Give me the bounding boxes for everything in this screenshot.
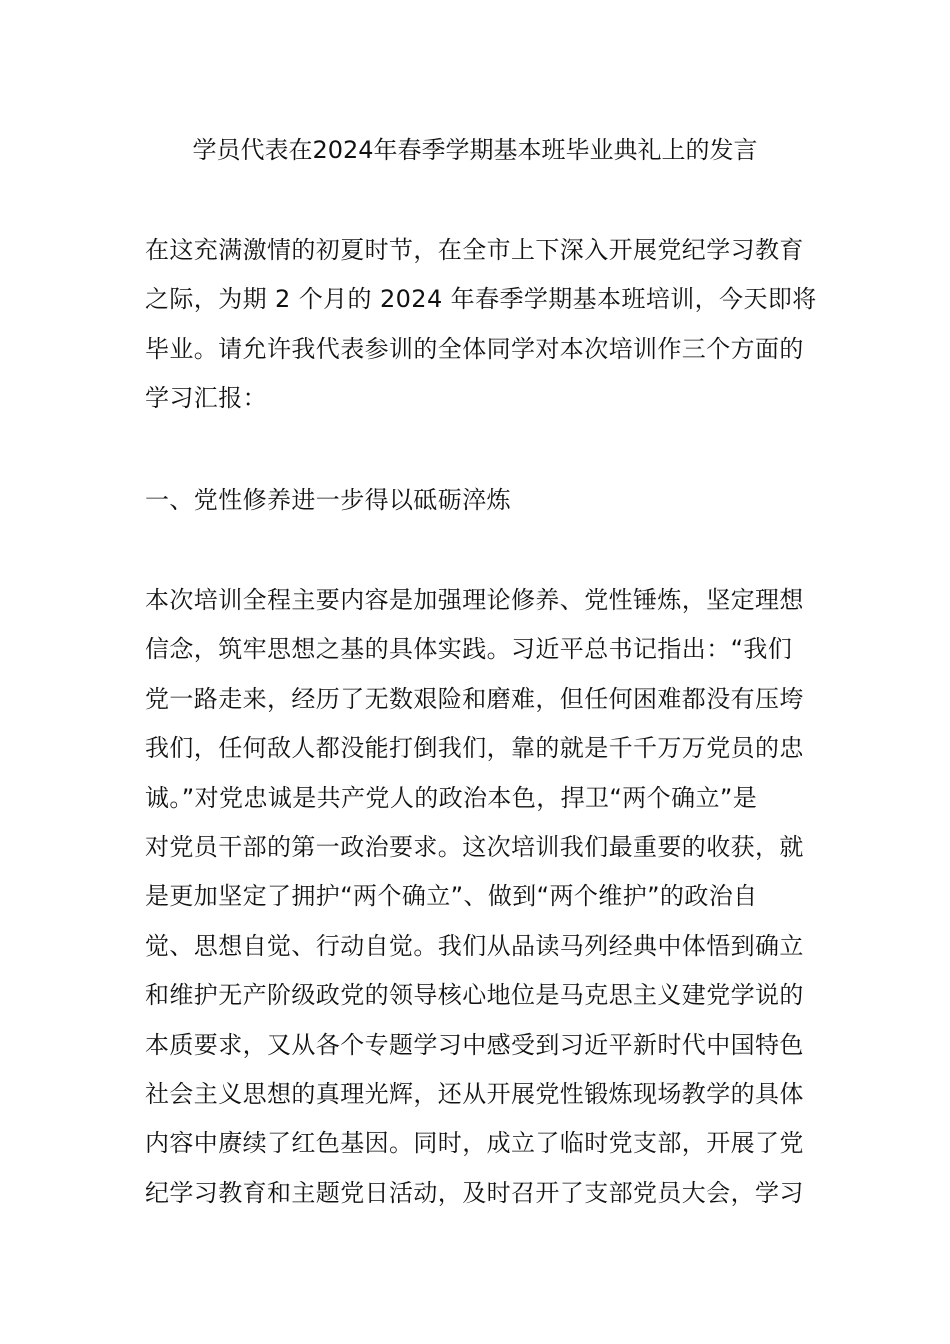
paragraph-line: 毕业。请允许我代表参训的全体同学对本次培训作三个方面的 <box>145 334 804 363</box>
paragraph-line: 在这充满激情的初夏时节，在全市上下深入开展党纪学习教育 <box>145 236 804 264</box>
paragraph-line: 是更加坚定了拥护“两个确立”、做到“两个维护”的政治自 <box>145 882 758 911</box>
paragraph-line: 内容中赓续了红色基因。同时，成立了临时党支部，开展了党 <box>145 1129 804 1158</box>
paragraph-line: 纪学习教育和主题党日活动，及时召开了支部党员大会，学习 <box>145 1178 804 1207</box>
paragraph-line: 本次培训全程主要内容是加强理论修养、党性锤炼，坚定理想 <box>145 586 804 614</box>
paragraph-line: 本质要求，又从各个专题学习中感受到习近平新时代中国特色 <box>145 1030 804 1059</box>
paragraph-section-1 <box>145 576 810 1218</box>
paragraph-line: 学习汇报： <box>145 384 267 413</box>
paragraph-line: 觉、思想自觉、行动自觉。我们从品读马列经典中体悟到确立 <box>145 931 804 960</box>
paragraph-line: 党一路走来，经历了无数艰险和磨难，但任何困难都没有压垮 <box>145 684 804 713</box>
paragraph-line: 社会主义思想的真理光辉，还从开展党性锻炼现场教学的具体 <box>145 1079 804 1108</box>
paragraph-line: 信念，筑牢思想之基的具体实践。习近平总书记指出：“我们 <box>145 635 793 664</box>
paragraph-line: 之际，为期 2 个月的 2024 年春季学期基本班培训，今天即将 <box>145 285 817 314</box>
paragraph-line: 和维护无产阶级政党的领导核心地位是马克思主义建党学说的 <box>145 981 804 1010</box>
section-heading-text: 一、党性修养进一步得以砥砺淬炼 <box>145 486 511 514</box>
document-title: 学员代表在2024年春季学期基本班毕业典礼上的发言 <box>192 136 758 164</box>
paragraph-line: 诚。”对党忠诚是共产党人的政治本色，捍卫“两个确立”是 <box>145 783 758 812</box>
paragraph-intro <box>145 226 817 424</box>
section-heading-1 <box>145 476 810 525</box>
paragraph-line: 我们，任何敌人都没能打倒我们，靠的就是千千万万党员的忠 <box>145 734 804 763</box>
paragraph-line: 对党员干部的第一政治要求。这次培训我们最重要的收获，就 <box>145 832 804 861</box>
